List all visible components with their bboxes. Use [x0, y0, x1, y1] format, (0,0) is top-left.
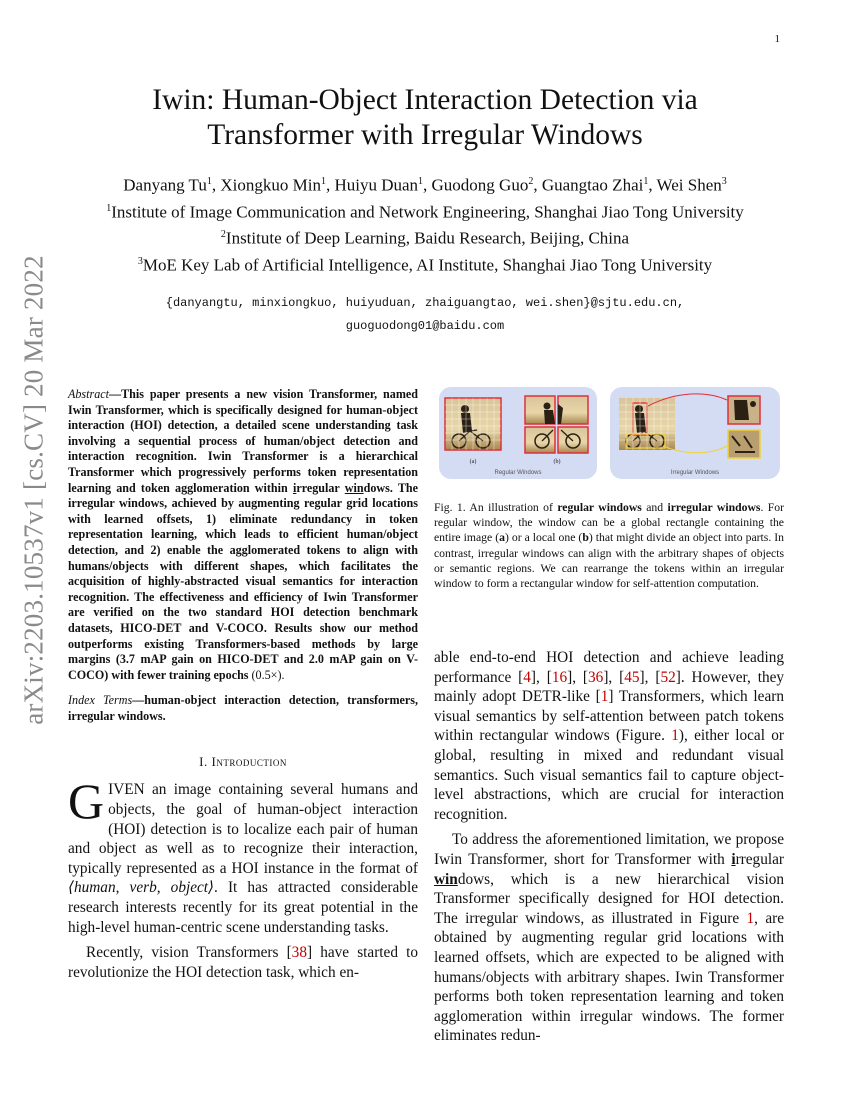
aff-text: Institute of Deep Learning, Baidu Research, Beijing, China: [225, 228, 630, 248]
author-name: Guodong Guo: [431, 175, 529, 195]
email-block: [60, 292, 790, 338]
aff-text: MoE Key Lab of Artificial Intelligence, AI Institute, Shanghai Jiao Tong University: [142, 255, 713, 275]
index-terms-label: Index Terms: [68, 693, 133, 708]
figure-link[interactable]: 1: [746, 909, 755, 927]
figure-link[interactable]: 1: [671, 727, 679, 745]
email-line-2[interactable]: guoguodong01@baidu.com: [345, 319, 505, 333]
citation-link[interactable]: 36: [588, 668, 604, 686]
abstract: [68, 387, 418, 683]
regular-windows-label: Regular Windows: [494, 470, 542, 476]
email-line-1[interactable]: {danyangtu, minxiongkuo, huiyuduan, zhaiguangtao, wei.shen}@sjtu.edu.cn,: [165, 296, 685, 310]
abstract-epochs: (0.5×).: [251, 667, 285, 682]
author-aff: 1: [418, 176, 424, 187]
figure-label-a: (a): [469, 459, 477, 465]
abstract-text: dows. The irregular windows, achieved by augmenting regular grid locations with learned offsets, 1) eliminate redundancy in token representation learning, which leads to efficient human/object detection, and 2) enable the agglomerated tokens to align with humans/objects with different shapes, which facilitates the acquisition of highly-abstracted visual semantics for interaction recognition. The effectiveness and efficiency of Iwin Transformer are verified on the two standard HOI detection benchmark datasets, HICO-DET and V-COCO. Results show our method outperforms existing Transformers-based methods by large margins (3.7 mAP gain on HICO-DET and 2.0 mAP gain on V-COCO) with fewer training epochs: [68, 480, 419, 682]
body-text: ], [: [530, 668, 552, 686]
caption-bold: a: [499, 531, 505, 545]
intro-paragraph-1: [68, 773, 418, 937]
abstract-underline-win: win: [344, 480, 364, 495]
intro-paragraph-2: [68, 943, 418, 982]
affiliation-2: [60, 223, 790, 250]
author-block: [60, 170, 790, 277]
aff-num: 1: [106, 202, 112, 214]
body-text: ]. However, they mainly adopt DETR-like [: [434, 668, 785, 706]
title-line-1: Iwin: Human-Object Interaction Detection via: [152, 84, 698, 116]
underline-win: win: [434, 870, 458, 888]
index-terms: [68, 693, 418, 724]
right-column-body: [434, 648, 784, 1046]
intro-text: IVEN an image containing several humans and objects, the goal of human-object interaction (HOI) detection is to localize each pair of human and object as well as to recognize their interaction, typically represented as a HOI instance in the format of: [68, 781, 418, 877]
right-paragraph-2: [434, 830, 784, 1046]
body-text: ], [: [567, 668, 589, 686]
paper-title: [70, 83, 780, 153]
author-aff: 1: [643, 176, 649, 187]
section-heading: I. Introduction: [199, 754, 287, 770]
aff-text: Institute of Image Communication and Network Engineering, Shanghai Jiao Tong University: [111, 202, 744, 222]
abstract-underline-i: i: [292, 480, 297, 495]
body-text: To address the aforementioned limitation, we propose Iwin Transformer, short for Transformer with: [434, 831, 784, 868]
citation-link[interactable]: 4: [523, 668, 531, 686]
author-list: Danyang Tu$^1$, Xiongkuo Min$^1$, Huiyu Duan$^1$, Guodong Guo$^2$, Guangtao Zhai$^1$, Wei Shen$^3$: [123, 175, 727, 195]
affiliation-1: [60, 197, 790, 224]
author-name: Xiongkuo Min: [220, 175, 321, 195]
body-text: able end-to-end HOI detection and achieve leading performance [: [434, 649, 784, 686]
caption-text: and: [641, 501, 668, 514]
caption-bold: irregular windows: [667, 501, 761, 514]
author-aff: 3: [721, 176, 727, 187]
citation-link[interactable]: 16: [551, 668, 568, 686]
author-name: Huiyu Duan: [334, 175, 419, 195]
abstract-label: Abstract: [68, 387, 109, 401]
author-aff: 1: [320, 176, 326, 187]
underline-i: i: [731, 850, 736, 868]
aff-num: 2: [220, 229, 226, 241]
abstract-text: —This paper presents a new vision Transformer, named Iwin Transformer, which is specifically designed for human-object interaction (HOI) detection, a detailed scene understanding task involving a sequential process of human/object detection and interaction recognition. Iwin Transformer is a hierarchical Transformer which progressively performs token representation learning and token agglomeration within: [68, 387, 418, 495]
citation-link[interactable]: 52: [660, 668, 676, 686]
figure-1: [437, 386, 782, 482]
page-number: 1: [774, 33, 780, 45]
body-text: ], [: [603, 668, 625, 686]
drop-cap: G: [68, 773, 105, 830]
rearranged-red-window: [728, 396, 760, 424]
hoi-format: ⟨human, verb, object⟩: [68, 879, 215, 897]
citation-link[interactable]: 1: [600, 688, 609, 706]
caption-text: ) or a local one (: [504, 531, 583, 545]
title-line-2: Transformer with Irregular Windows: [207, 119, 643, 151]
aff-num: 3: [137, 255, 143, 267]
intro-text: Recently, vision Transformers [: [86, 944, 292, 962]
author-name: Wei Shen: [656, 175, 722, 195]
intro-text: ] have started to revolutionize the HOI detection task, which en-: [68, 944, 418, 981]
figure-caption: [434, 500, 784, 591]
body-text: ] Transformers, which learn visual semantics by self-attention between patch tokens within rectangular windows (Figure.: [434, 688, 784, 745]
author-aff: 2: [528, 176, 534, 187]
affiliation-3: [60, 250, 790, 277]
body-text: ), either local or global, resulting in mixed and redundant visual semantics. Such visual semantics fail to capture object-level abstractions, which are crucial for interaction recognition.: [434, 727, 785, 823]
intro-text: . It has attracted considerable research interests recently for its great potential in the high-level human-centric scene understanding tasks.: [68, 879, 418, 936]
arxiv-stamp-text[interactable]: arXiv:2203.10537v1 [cs.CV] 20 Mar 2022: [18, 255, 49, 725]
body-text: ], [: [639, 668, 661, 686]
author-name: Guangtao Zhai: [541, 175, 644, 195]
citation-link[interactable]: 38: [291, 944, 307, 962]
arxiv-stamp: [4, 255, 64, 725]
left-column: [68, 387, 418, 982]
abstract-text: rregular: [296, 480, 345, 495]
figure-label-b: (b): [553, 459, 561, 465]
figure-1-graphic: [437, 386, 782, 482]
caption-bold: b: [582, 531, 589, 545]
caption-bold: regular windows: [557, 501, 642, 514]
author-aff: 1: [206, 176, 212, 187]
caption-text: . For regular window, the window can be a global rectangle containing the entire image (: [434, 501, 784, 545]
rearranged-yellow-window: [728, 430, 760, 458]
citation-link[interactable]: 45: [624, 668, 640, 686]
index-terms-text: —human-object interaction detection, transformers, irregular windows.: [68, 693, 419, 723]
author-name: Danyang Tu: [123, 175, 207, 195]
irregular-windows-label: Irregular Windows: [670, 470, 720, 476]
body-text: rregular: [735, 850, 784, 868]
caption-text: Fig. 1. An illustration of: [434, 501, 558, 514]
body-text: , are obtained by augmenting regular grid locations with learned offsets, which are expected to be aligned with humans/objects with arbitrary shapes. Iwin Transformer performs both token representation learning and token agglomeration within irregular windows. The former eliminates redun-: [434, 909, 784, 1045]
body-text: dows, which is a new hierarchical vision Transformer specifically designed for HOI detection. The irregular windows, as illustrated in Figure: [434, 870, 784, 927]
right-paragraph-1: [434, 648, 784, 824]
caption-text: ) that might divide an object into parts. In contrast, irregular windows can align with the arbitrary shapes of objects or semantic regions. We can rearrange the tokens within an irregular window to form a rectangular window for self-attention computation.: [434, 531, 784, 591]
